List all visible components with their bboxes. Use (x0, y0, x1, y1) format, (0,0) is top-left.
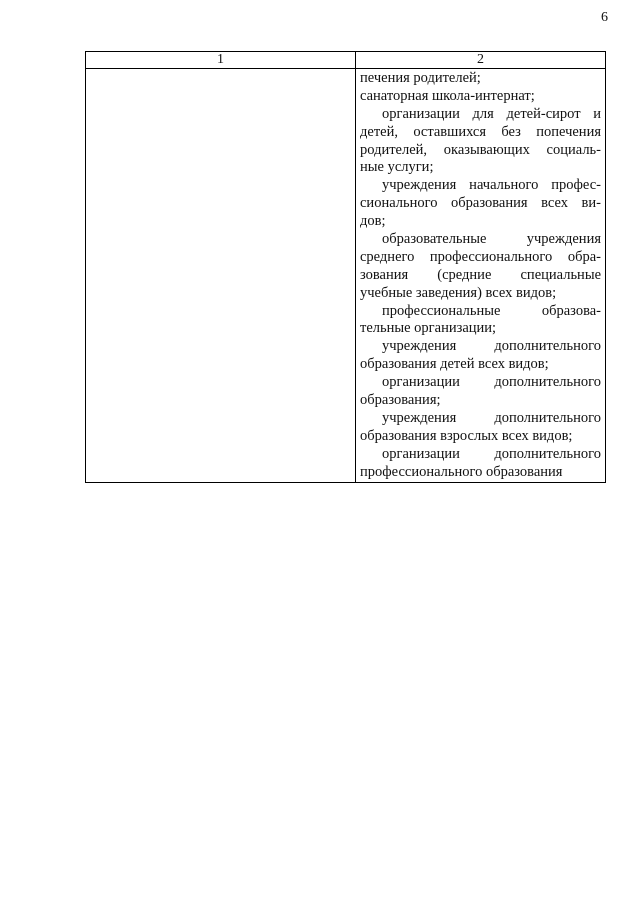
text-line: детей, оставшихся без попечения (360, 123, 601, 140)
text-line: тельные организации; (360, 320, 497, 337)
text-line: организации для детей-сирот и (382, 105, 601, 122)
text-line: образования; (360, 392, 441, 409)
text-line: образовательные учреждения (382, 231, 601, 248)
page-number: 6 (601, 10, 608, 25)
column-header-1: 1 (86, 52, 356, 69)
text-line: организации дополнительного (382, 374, 601, 391)
table-cell-column-2 (356, 69, 606, 483)
text-line: родителей, оказывающих социаль- (360, 141, 601, 158)
text-line: учреждения начального профес- (382, 177, 601, 194)
text-line: сионального образования всех ви- (360, 195, 601, 212)
text-line: учреждения дополнительного (382, 409, 601, 426)
text-line: профессиональные образова- (382, 302, 601, 319)
text-line: образования детей всех видов; (360, 356, 549, 373)
text-line: зования (средние специальные (360, 266, 601, 283)
document-table (85, 51, 606, 483)
column-2-text-block (360, 70, 601, 481)
text-line: среднего профессионального обра- (360, 248, 601, 265)
text-line: учебные заведения) всех видов; (360, 284, 557, 301)
text-line: печения родителей; (360, 70, 481, 86)
table-row (86, 69, 606, 483)
text-line: профессионального образования (360, 463, 563, 480)
text-line: организации дополнительного (382, 445, 601, 462)
text-line: учреждения дополнительного (382, 338, 601, 355)
text-line: санаторная школа-интернат; (360, 87, 535, 104)
text-line: дов; (360, 213, 386, 230)
column-header-2: 2 (356, 52, 606, 69)
text-line: образования взрослых всех видов; (360, 427, 573, 444)
text-line: ные услуги; (360, 159, 434, 176)
table-header-row (86, 52, 606, 69)
table-cell-column-1 (86, 69, 356, 483)
